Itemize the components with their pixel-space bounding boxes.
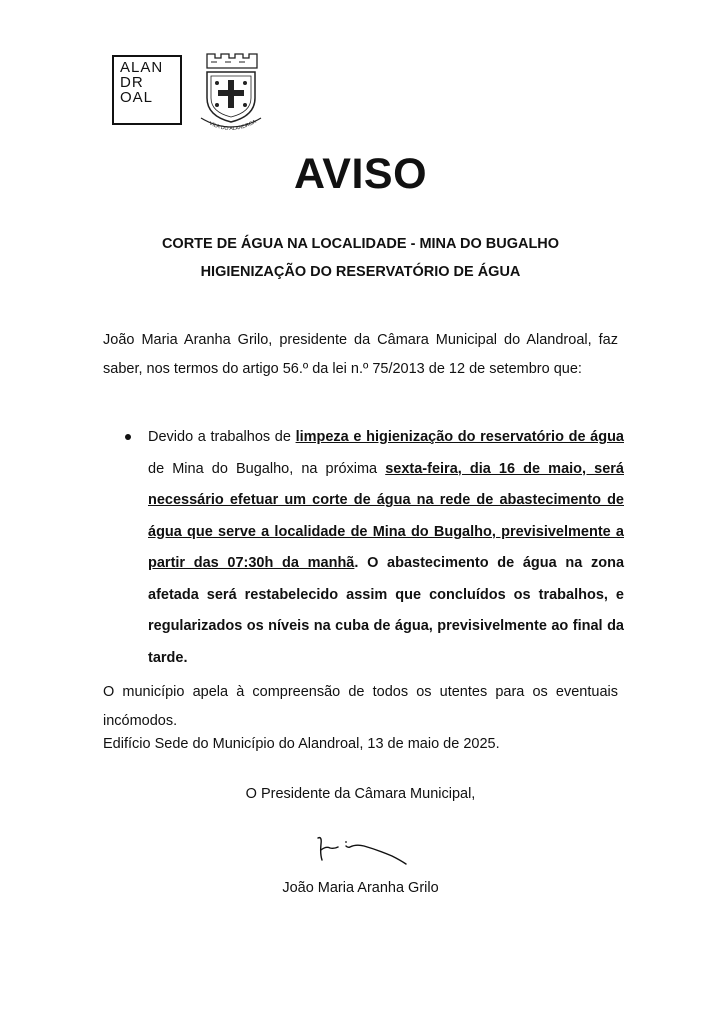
crest-caption: VILA DO ALANDROA: [208, 118, 258, 132]
notice-title: AVISO: [293, 150, 428, 198]
place-date: Edifício Sede do Município do Alandroal, 13 de maio de 2025.: [103, 736, 500, 752]
bullet-text-3: . O abastecimento de água na zona afetada será restabelecido assim que concluídos os trabalhos, e regularizados os níveis na cuba de água, previsivelmente ao final da tarde.: [148, 555, 625, 666]
bullet-text-1: Devido a trabalhos de: [148, 429, 296, 445]
signoff-title: O Presidente da Câmara Municipal,: [245, 786, 476, 802]
notice-subtitle-2: HIGIENIZAÇÃO DO RESERVATÓRIO DE ÁGUA: [200, 264, 521, 280]
intro-paragraph: João Maria Aranha Grilo, presidente da Câmara Municipal do Alandroal, faz saber, nos termos do artigo 56.º da lei n.º 75/2013 de 12 de setembro que:: [103, 332, 618, 377]
bullet-icon: [125, 434, 131, 440]
bullet-highlight-2: sexta-feira, dia 16 de maio, será necessário efetuar um corte de água na rede de abastecimento de água que serve a localidade de Mina do Bugalho, previsivelmente a partir das 07:30h da manhã: [148, 460, 624, 571]
bullet-highlight-1: limpeza e higienização do reservatório de água: [295, 429, 624, 445]
appeal-paragraph: O município apela à compreensão de todos os utentes para os eventuais incómodos.: [103, 684, 618, 729]
logo-line-3: OAL: [120, 89, 154, 106]
bullet-text-2: de Mina do Bugalho, na próxima: [148, 460, 386, 477]
signoff-name: João Maria Aranha Grilo: [282, 880, 439, 896]
alandroal-logo: [112, 55, 182, 125]
bullet-paragraph: [148, 422, 624, 674]
municipal-crest-icon: [197, 50, 265, 132]
logo-line-1: ALAN: [120, 59, 164, 76]
signature-image: [312, 830, 412, 868]
logo-line-2: DR: [120, 74, 144, 91]
notice-subtitle-1: CORTE DE ÁGUA NA LOCALIDADE - MINA DO BUGALHO: [161, 236, 560, 252]
